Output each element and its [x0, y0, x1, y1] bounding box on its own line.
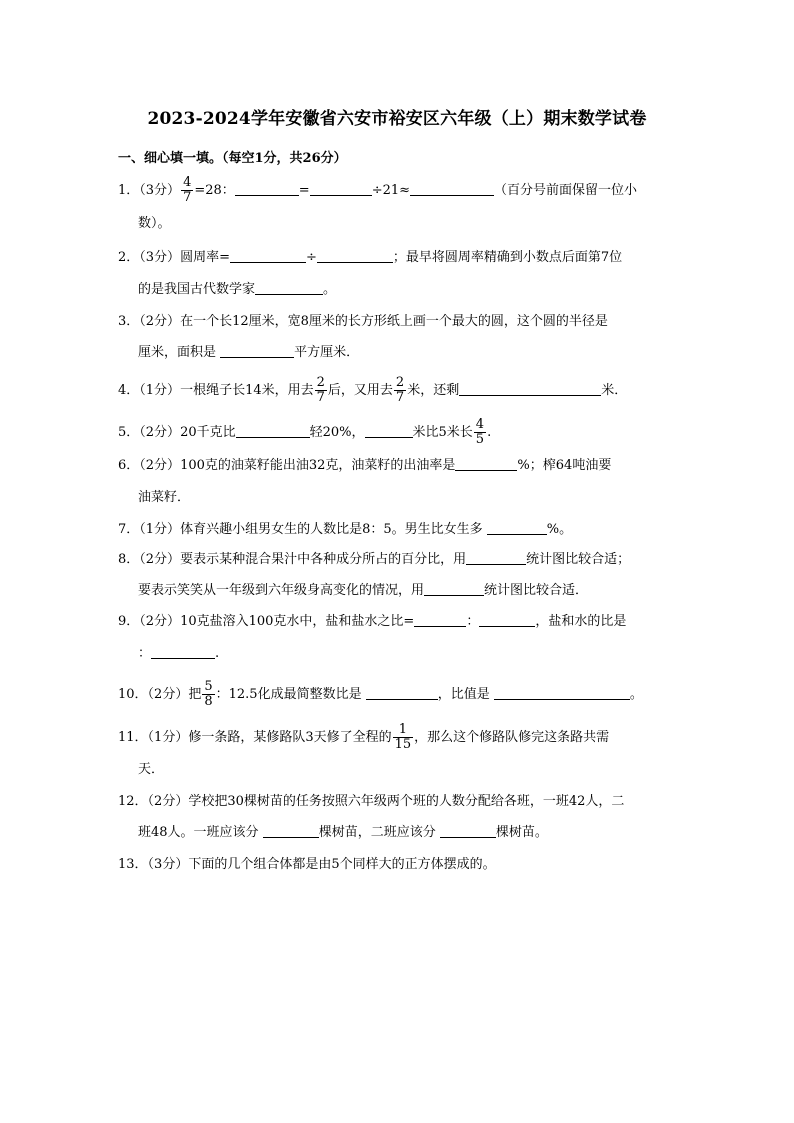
section-heading: 一、细心填一填。（每空1分，共26分） [118, 151, 347, 166]
question-points: （2分） [139, 425, 181, 440]
question-points: （2分） [147, 687, 189, 702]
question-number: 2． [118, 250, 140, 265]
answer-blank[interactable] [440, 824, 496, 838]
fraction: $\frac{2}{7}$ [395, 375, 405, 405]
question-points: （3分） [139, 250, 181, 265]
question-6: 6．（2分）100克的油菜籽能出油32克，油菜籽的出油率是 %；榨64吨油要 [118, 458, 612, 473]
question-points: （2分） [139, 614, 181, 629]
answer-blank[interactable] [466, 551, 526, 565]
answer-blank[interactable] [410, 182, 494, 196]
question-7: 7．（1分）体育兴趣小组男女生的人数比是8：5。男生比女生多 %。 [118, 522, 573, 537]
answer-blank[interactable] [235, 182, 299, 196]
answer-blank[interactable] [455, 457, 517, 471]
question-5: 5．（2分）20千克比 轻20%， 米比5米长 $\frac{4}{5}$ . [118, 417, 492, 447]
exam-title: 2023-2024学年安徽省六安市裕安区六年级（上）期末数学试卷 [147, 109, 647, 129]
question-12-continued: 班48人。一班应该分 棵树苗，二班应该分 棵树苗。 [138, 825, 548, 840]
question-11-continued: 天． [138, 762, 165, 777]
question-13: 13．（3分）下面的几个组合体都是由5个同样大的正方体摆成的。 [118, 857, 496, 872]
answer-blank[interactable] [263, 824, 319, 838]
question-points: （1分） [139, 383, 181, 398]
question-number: 3． [118, 314, 140, 329]
question-3: 3．（2分）在一个长12厘米，宽8厘米的长方形纸上画一个最大的圆，这个圆的半径是 [118, 314, 608, 329]
question-number: 10． [118, 687, 148, 702]
answer-blank[interactable] [255, 281, 323, 295]
question-4: 4．（1分）一根绳子长14米，用去 $\frac{2}{7}$ 后，又用去 $\frac{2}{7}$ 米，还剩 米． [118, 375, 628, 405]
answer-blank[interactable] [366, 686, 438, 700]
question-2: 2．（3分）圆周率= ÷ ；最早将圆周率精确到小数点后面第7位 [118, 250, 623, 265]
question-number: 5． [118, 425, 140, 440]
answer-blank[interactable] [230, 249, 306, 263]
question-number: 1． [118, 183, 140, 198]
question-number: 7． [118, 522, 140, 537]
fraction: $\frac{4}{7}$ [183, 175, 192, 205]
question-12: 12．（2分）学校把30棵树苗的任务按照六年级两个班的人数分配给各班，一班42人，二 [118, 794, 625, 809]
fraction: $\frac{1}{15}$ [394, 722, 412, 752]
question-8-continued: 要表示笑笑从一年级到六年级身高变化的情况，用 统计图比较合适． [138, 583, 589, 598]
question-number: 11． [118, 730, 148, 745]
question-number: 6． [118, 458, 140, 473]
fraction: $\frac{4}{5}$ [475, 417, 485, 447]
question-9-continued: ： . [138, 646, 220, 661]
answer-blank[interactable] [317, 249, 393, 263]
question-points: （3分） [147, 857, 189, 872]
question-11: 11．（1分）修一条路，某修路队3天修了全程的 $\frac{1}{15}$ ，那么这个修路队修完这条路共需 [118, 722, 610, 752]
question-1: 1．（3分） $\frac{4}{7}$ =28： = ÷21≈ （百分号前面保留一位小 [118, 175, 638, 205]
fraction: $\frac{5}{8}$ [204, 679, 213, 709]
answer-blank[interactable] [494, 686, 630, 700]
question-8: 8．（2分）要表示某种混合果汁中各种成分所占的百分比，用 统计图比较合适； [118, 552, 631, 567]
question-points: （1分） [147, 730, 189, 745]
answer-blank[interactable] [236, 424, 310, 438]
question-number: 8． [118, 552, 140, 567]
question-number: 4． [118, 383, 140, 398]
answer-blank[interactable] [220, 344, 294, 358]
question-1-continued: 数）。 [138, 216, 171, 231]
answer-blank[interactable] [424, 582, 484, 596]
answer-blank[interactable] [414, 613, 466, 627]
question-6-continued: 油菜籽． [138, 490, 191, 505]
answer-blank[interactable] [151, 645, 215, 659]
answer-blank[interactable] [310, 182, 372, 196]
question-2-continued: 的是我国古代数学家 。 [138, 282, 337, 297]
answer-blank[interactable] [479, 613, 535, 627]
question-10: 10．（2分）把 $\frac{5}{8}$ ：12.5化成最简整数比是 ，比值是 。 [118, 679, 643, 709]
question-number: 12． [118, 794, 148, 809]
question-points: （1分） [139, 522, 181, 537]
question-3-continued: 厘米，面积是 平方厘米． [138, 345, 360, 360]
answer-blank[interactable] [459, 382, 601, 396]
question-number: 9． [118, 614, 140, 629]
question-number: 13． [118, 857, 148, 872]
question-points: （2分） [139, 314, 181, 329]
question-points: （3分） [139, 183, 181, 198]
fraction: $\frac{2}{7}$ [316, 375, 325, 405]
question-points: （2分） [139, 552, 181, 567]
answer-blank[interactable] [487, 521, 547, 535]
answer-blank[interactable] [365, 424, 413, 438]
question-9: 9．（2分）10克盐溶入100克水中，盐和盐水之比= ： ，盐和水的比是 [118, 614, 627, 629]
question-points: （2分） [147, 794, 189, 809]
question-points: （2分） [139, 458, 181, 473]
